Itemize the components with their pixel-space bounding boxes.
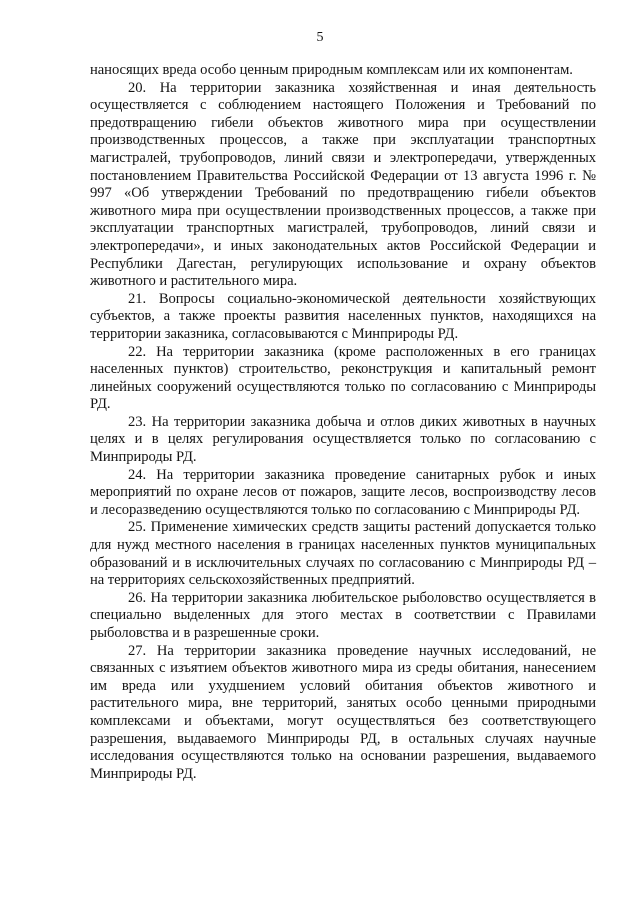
paragraph-24: 24. На территории заказника проведение санитарных рубок и иных мероприятий по охране лесов от пожаров, защите лесов, воспроизводству лесов и лесоразведению осуществляются только по согласованию с Минприроды РД. (90, 466, 596, 518)
paragraph-26: 26. На территории заказника любительское рыболовство осуществляется в специально выделенных для этого местах в соответствии с Правилами рыболовства и в разрешенные сроки. (90, 589, 596, 641)
document-body (90, 62, 596, 783)
page-number: 5 (316, 30, 324, 45)
paragraph-22: 22. На территории заказника (кроме расположенных в его границах населенных пунктов) строительство, реконструкция и капитальный ремонт линейных сооружений осуществляются только по согласованию с Минприроды РД. (90, 343, 596, 413)
paragraph-27: 27. На территории заказника проведение научных исследований, не связанных с изъятием объектов животного мира из среды обитания, нанесением им вреда или ухудшением условий обитания объектов животного и растительного мира, вне территорий, занятых особо ценными природными комплексами и объектами, могут осуществляться без соответствующего разрешения, выдаваемого Минприроды РД, в остальных случаях научные исследования осуществляются только на основании разрешения, выдаваемого Минприроды РД. (90, 642, 596, 782)
paragraph-25: 25. Применение химических средств защиты растений допускается только для нужд местного населения в границах населенных пунктов муниципальных образований и в исключительных случаях по согласованию с Минприроды РД – на территориях сельскохозяйственных предприятий. (90, 519, 596, 589)
paragraph-23: 23. На территории заказника добыча и отлов диких животных в научных целях и в целях регулирования осуществляется только по согласованию с Минприроды РД. (90, 413, 596, 466)
paragraph-continuation: наносящих вреда особо ценным природным комплексам или их компонентам. (90, 62, 573, 78)
paragraph-20: 20. На территории заказника хозяйственная и иная деятельность осуществляется с соблюдением настоящего Положения и Требований по предотвращению гибели объектов животного мира при осуществлении производственных процессов, а также при эксплуатации транспортных магистралей, трубопроводов, линий связи и электропередачи, утвержденных постановлением Правительства Российской Федерации от 13 августа 1996 г. № 997 «Об утверждении Требований по предотвращению гибели объектов животного мира при осуществлении производственных процессов, а также при эксплуатации транспортных магистралей, трубопроводов, линий связи и электропередачи», и иных законодательных актов Российской Федерации и Республики Дагестан, регулирующих использование и охрану объектов животного и растительного мира. (90, 79, 596, 290)
paragraph-21: 21. Вопросы социально-экономической деятельности хозяйствующих субъектов, а также проекты развития населенных пунктов, находящихся на территории заказника, согласовываются с Минприроды РД. (90, 290, 596, 342)
